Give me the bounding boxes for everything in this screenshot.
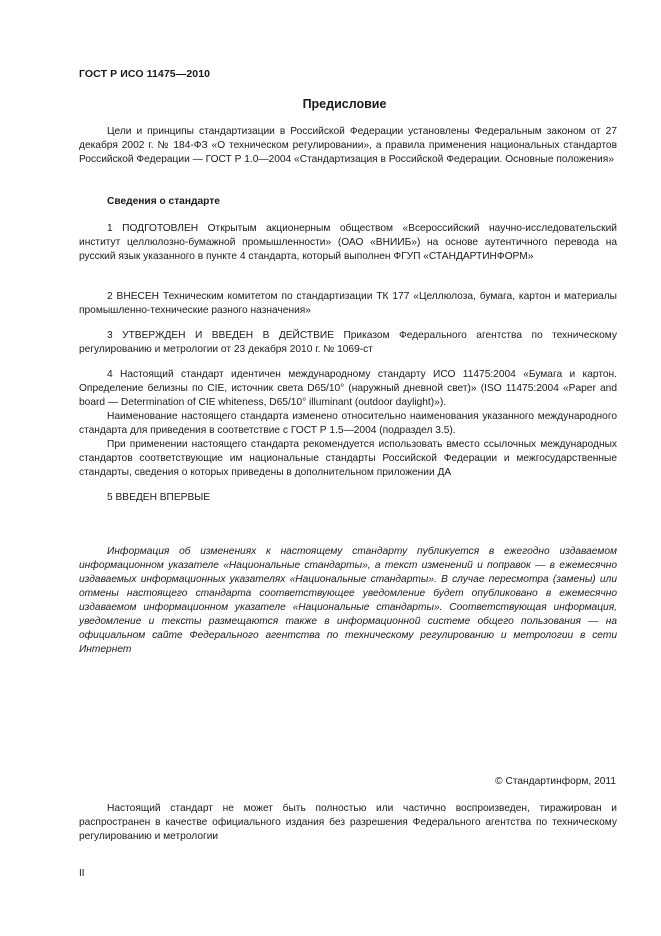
copyright-line: © Стандартинформ, 2011 xyxy=(495,776,616,787)
item-1-paragraph: 1 ПОДГОТОВЛЕН Открытым акционерным обществом «Всероссийский научно-исследовательский институт целлюлозно-бумажной промышленности» (ОАО «ВНИИБ») на основе аутентичного перевода на русский язык указанного в пункте 4 стандарта, который выполнен ФГУП «СТАНДАРТИНФОРМ» xyxy=(79,223,617,262)
item-4-rename-paragraph: Наименование настоящего стандарта изменено относительно наименования указанного международного стандарта для приведения в соответствие с ГОСТ Р 1.5—2004 (подраздел 3.5). xyxy=(79,411,617,436)
item-5-paragraph: 5 ВВЕДЕН ВПЕРВЫЕ xyxy=(107,492,211,503)
item-4-references-paragraph: При применении настоящего стандарта рекомендуется использовать вместо ссылочных международных стандартов соответствующие им национальные стандарты Российской Федерации и межгосударственные стандарты, сведения о которых приведены в дополнительном приложении ДА xyxy=(79,439,617,478)
item-4-paragraph: 4 Настоящий стандарт идентичен международному стандарту ИСО 11475:2004 «Бумага и картон. Определение белизны по CIE, источник света D65/10° (наружный дневной свет)» (ISO 11475:2004 «Paper and board — Determination of CIE whiteness, D65/10° illuminant (outdoor daylight)»). xyxy=(79,369,617,408)
section-heading: Сведения о стандарте xyxy=(107,196,220,207)
document-code: ГОСТ Р ИСО 11475—2010 xyxy=(79,68,211,80)
item-2-paragraph: 2 ВНЕСЕН Техническим комитетом по стандартизации ТК 177 «Целлюлоза, бумага, картон и материалы промышленно-технические разного назначения» xyxy=(79,291,617,316)
legal-paragraph: Настоящий стандарт не может быть полностью или частично воспроизведен, тиражирован и распространен в качестве официального издания без разрешения Федерального агентства по техническому регулированию и метрологии xyxy=(79,803,617,842)
intro-paragraph: Цели и принципы стандартизации в Российской Федерации установлены Федеральным законом от 27 декабря 2002 г. № 184-ФЗ «О техническом регулировании», а правила применения национальных стандартов Российской Федерации — ГОСТ Р 1.0—2004 «Стандартизация в Российской Федерации. Основные положения» xyxy=(79,126,617,165)
item-4-block xyxy=(79,368,617,480)
item-3-paragraph: 3 УТВЕРЖДЕН И ВВЕДЕН В ДЕЙСТВИЕ Приказом Федерального агентства по техническому регулированию и метрологии от 23 декабря 2010 г. № 1069-ст xyxy=(79,330,617,355)
page-title: Предисловие xyxy=(302,97,387,111)
notice-paragraph: Информация об изменениях к настоящему стандарту публикуется в ежегодно издаваемом информационном указателе «Национальные стандарты», а текст изменений и поправок — в ежемесячно издаваемых информационных указателях «Национальные стандарты». В случае пересмотра (замены) или отмены настоящего стандарта соответствующее уведомление будет опубликовано в ежемесячно издаваемом информационном указателе «Национальные стандарты». Соответствующая информация, уведомление и тексты размещаются также в информационной системе общего пользования — на официальном сайте Федерального агентства по техническому регулированию и метрологии в сети Интернет xyxy=(79,546,617,655)
page-number: II xyxy=(79,868,85,879)
